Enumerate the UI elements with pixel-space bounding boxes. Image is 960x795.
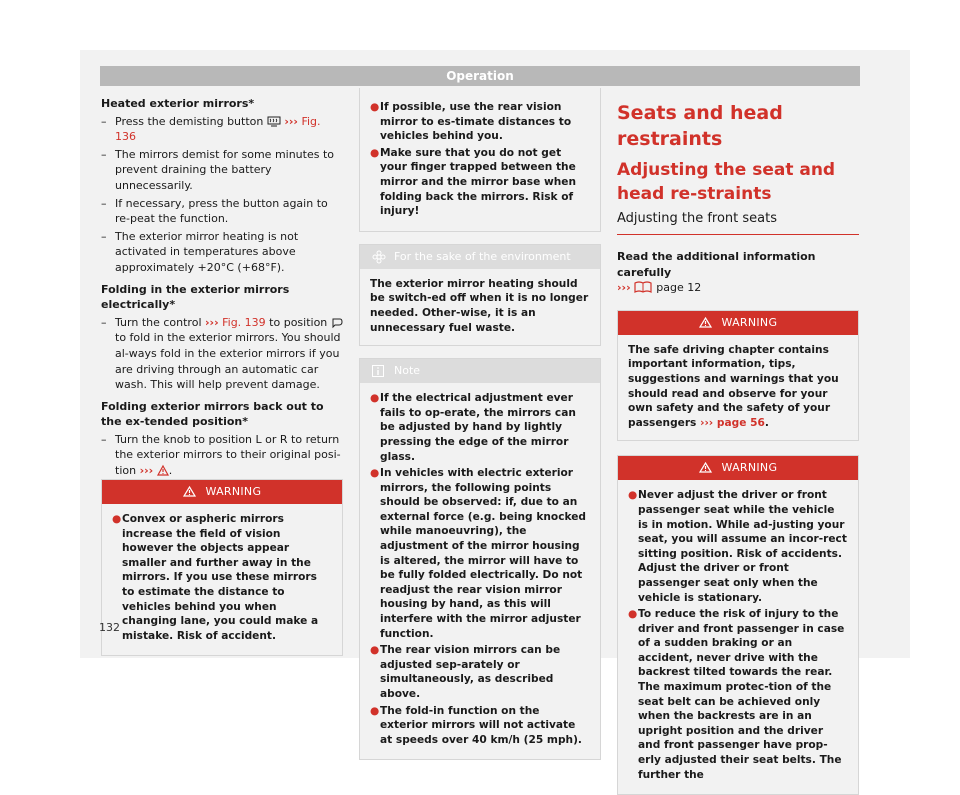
list-item: – If necessary, press the button again to re-peat the function. xyxy=(101,196,328,226)
list-item: – The exterior mirror heating is not activated in temperatures above approximately +20°C (+68°F). xyxy=(101,229,299,274)
folding-in-heading: Folding in the exterior mirrors electrically* xyxy=(101,282,290,312)
page-link[interactable]: page 12 xyxy=(656,281,702,295)
mirror-fold-icon xyxy=(331,317,343,328)
environment-header: For the sake of the environment xyxy=(360,245,600,269)
list-item: – The mirrors demist for some minutes to prevent draining the battery unnecessarily. xyxy=(101,147,335,192)
warning-triangle-icon[interactable] xyxy=(157,465,169,476)
bullet-item: ● If the electrical adjustment ever fails to op-erate, the mirrors can be adjusted by hand by lightly pressing the edge of the mirror glass. xyxy=(370,392,576,463)
info-icon xyxy=(372,365,384,377)
warning-triangle-icon xyxy=(699,317,712,328)
subsection-title: Adjusting the seat and head re-straints xyxy=(617,160,836,204)
bullet-item: ● The fold-in function on the exterior mirrors will not activate at speeds over 40 km/h (25 mph). xyxy=(370,704,582,746)
warning-header: WARNING xyxy=(618,456,858,480)
warning-header: WARNING xyxy=(618,311,858,335)
page-number: 132 xyxy=(99,621,120,634)
environment-box: For the sake of the environment The exterior mirror heating should be switch-ed off when it is no longer needed. Other-wise, it is an unnecessary fuel waste. xyxy=(359,244,601,346)
note-header: Note xyxy=(360,359,600,383)
folding-out-heading: Folding exterior mirrors back out to the ex-tended position* xyxy=(101,399,324,429)
warning-box xyxy=(101,479,343,656)
warning-box: WARNING The safe driving chapter contains important information, tips, suggestions and warnings that you should read and observe for your own safety and the safety of your passengers ››› page 56. xyxy=(617,310,859,442)
warning-header: WARNING xyxy=(102,480,342,504)
warning-box xyxy=(617,455,859,795)
heated-mirrors-heading: Heated exterior mirrors* xyxy=(101,97,255,110)
page-header: Operation xyxy=(100,66,860,86)
bullet-item: ● Convex or aspheric mirrors increase the field of vision however the objects appear smaller and further away in the mirrors. If you use these mirrors to estimate the distance to vehicles behind you when changing lane, you could make a mistake. Risk of accident. xyxy=(112,513,319,642)
bullet-item: ● To reduce the risk of injury to the driver and front passenger in case of a sudden braking or an accident, never drive with the backrest tilted towards the rear. The maximum protec-tion of the seat belt can be achieved only when the backrests are in an upright position and the driver and front passenger have prop-erly adjusted their seat belts. The further the xyxy=(628,608,845,781)
intro-paragraph: Read the additional information carefully ››› page 12 xyxy=(617,250,816,295)
bullet-item: ● If possible, use the rear vision mirror to es-timate distances to vehicles behind you. xyxy=(370,101,572,143)
flower-icon xyxy=(372,250,386,264)
list-item: – Turn the knob to position L or R to return the exterior mirrors to their original posi-tion ››› . xyxy=(101,432,341,478)
page-link[interactable]: page 56 xyxy=(716,416,765,429)
warning-triangle-icon xyxy=(699,462,712,473)
warning-triangle-icon xyxy=(183,486,196,497)
bullet-item: ● Make sure that you do not get your finger trapped between the mirror and the mirror base when folding back the mirrors. Risk of injury! xyxy=(370,146,577,218)
list-item: – Press the demisting button ››› Fig. 136 xyxy=(101,114,321,144)
section-title: Seats and head restraints xyxy=(617,102,783,150)
figure-link[interactable]: Fig. 139 xyxy=(222,315,266,329)
bullet-item: ● In vehicles with electric exterior mirrors, the following points should be observed: if, due to an external force (e.g. being knocked while manoeuvring), the adjustment of the mirror housing is altered, the mirror will have to be fully folded electrically. Do not readjust the rear vision mirror housing by hand, as this will interfere with the mirror adjuster function. xyxy=(370,467,586,640)
topic-title: Adjusting the front seats xyxy=(617,210,859,235)
list-item: – Turn the control ››› Fig. 139 to position to fold in the exterior mirrors. You should al-ways fold in the exterior mirrors if you are driving through an automatic car wash. This will help prevent damage. xyxy=(101,315,343,393)
demist-button-icon xyxy=(267,116,281,127)
warning-continued-box xyxy=(359,88,601,232)
book-icon xyxy=(634,281,652,293)
note-box xyxy=(359,358,601,760)
bullet-item: ● The rear vision mirrors can be adjusted sep-arately or simultaneously, as described above. xyxy=(370,644,561,700)
figure-link[interactable]: Fig. 136 xyxy=(115,114,321,144)
warning-body xyxy=(102,504,342,655)
column-middle xyxy=(359,88,601,760)
column-right xyxy=(617,100,859,795)
bullet-item: ● Never adjust the driver or front passenger seat while the vehicle is in motion. While ad-justing your seat, you will assume an incor-rect sitting position. Risk of accidents. Adjust the driver or front passenger seat only when the vehicle is stationary. xyxy=(628,489,847,604)
